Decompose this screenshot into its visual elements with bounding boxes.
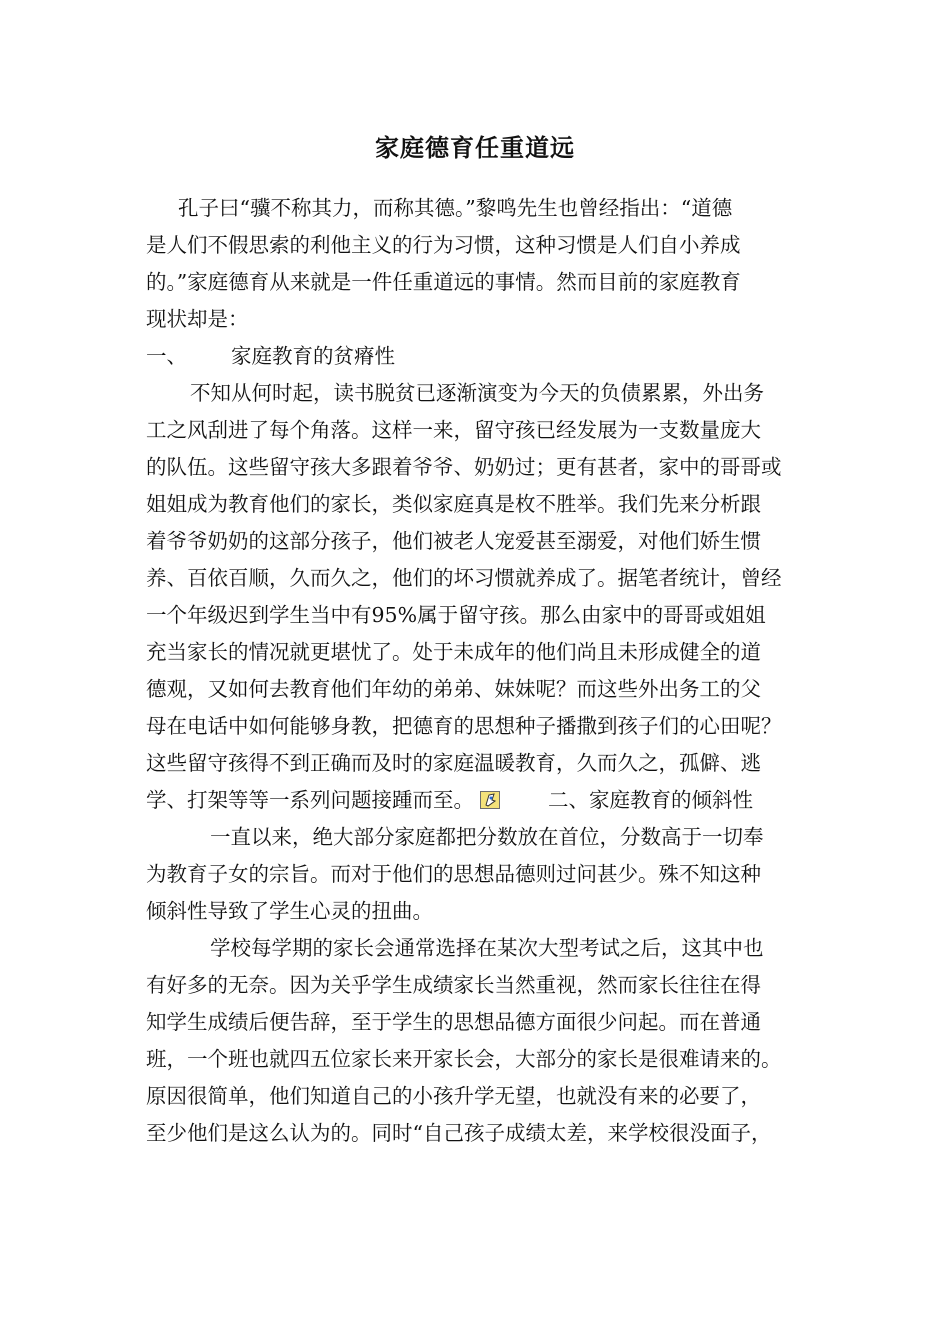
- paragraph-line: 母在电话中如何能够身教，把德育的思想种子播撒到孩子们的心田呢？: [146, 714, 782, 738]
- section-number: 一、: [146, 344, 187, 368]
- section-title: 家庭教育的贫瘠性: [231, 344, 395, 368]
- paragraph-line: 孔子曰“骥不称其力，而称其德。”黎鸣先生也曾经指出：“道德: [178, 196, 733, 220]
- paragraph-line: 原因很简单，他们知道自己的小孩升学无望，也就没有来的必要了，: [146, 1084, 761, 1108]
- paragraph-line: 现状却是：: [146, 307, 249, 331]
- document-title: 家庭德育任重道远: [375, 133, 575, 162]
- paragraph-line: 一个年级迟到学生当中有95%属于留守孩。那么由家中的哥哥或姐姐: [146, 603, 766, 627]
- document-link-icon[interactable]: [480, 786, 500, 804]
- paragraph-text: 学、打架等等一系列问题接踵而至。: [146, 788, 474, 812]
- paragraph-line: 学校每学期的家长会通常选择在某次大型考试之后，这其中也: [210, 936, 764, 960]
- paragraph-line: 一直以来，绝大部分家庭都把分数放在首位，分数高于一切奉: [210, 825, 764, 849]
- paragraph-line: 至少他们是这么认为的。同时“自己孩子成绩太差，来学校很没面子，: [146, 1121, 772, 1145]
- section-heading-1: [146, 340, 395, 372]
- paragraph-line: 姐姐成为教育他们的家长，类似家庭真是枚不胜举。我们先来分析跟: [146, 492, 761, 516]
- paragraph-line: 着爷爷奶奶的这部分孩子，他们被老人宠爱甚至溺爱，对他们娇生惯: [146, 529, 761, 553]
- paragraph-line: 充当家长的情况就更堪忧了。处于未成年的他们尚且未形成健全的道: [146, 640, 761, 664]
- paragraph-line: 是人们不假思索的利他主义的行为习惯，这种习惯是人们自小养成: [146, 233, 741, 257]
- paragraph-line-with-icon: [146, 784, 753, 816]
- paragraph-line: 的。”家庭德育从来就是一件任重道远的事情。然而目前的家庭教育: [146, 270, 741, 294]
- paragraph-line: 倾斜性导致了学生心灵的扭曲。: [146, 899, 433, 923]
- paragraph-line: 为教育子女的宗旨。而对于他们的思想品德则过问甚少。殊不知这种: [146, 862, 761, 886]
- paragraph-line: 班，一个班也就四五位家长来开家长会，大部分的家长是很难请来的。: [146, 1047, 782, 1071]
- paragraph-line: 这些留守孩得不到正确而及时的家庭温暖教育，久而久之，孤僻、逃: [146, 751, 761, 775]
- paragraph-line: 不知从何时起，读书脱贫已逐渐演变为今天的负债累累，外出务: [190, 381, 764, 405]
- paragraph-line: 德观，又如何去教育他们年幼的弟弟、妹妹呢？而这些外出务工的父: [146, 677, 761, 701]
- paragraph-line: 工之风刮进了每个角落。这样一来，留守孩已经发展为一支数量庞大: [146, 418, 761, 442]
- section-heading-2: 二、家庭教育的倾斜性: [548, 788, 753, 812]
- paragraph-line: 有好多的无奈。因为关乎学生成绩家长当然重视，然而家长往往在得: [146, 973, 761, 997]
- paragraph-line: 的队伍。这些留守孩大多跟着爷爷、奶奶过；更有甚者，家中的哥哥或: [146, 455, 782, 479]
- paragraph-line: 养、百依百顺，久而久之，他们的坏习惯就养成了。据笔者统计，曾经: [146, 566, 782, 590]
- paragraph-line: 知学生成绩后便告辞，至于学生的思想品德方面很少问起。而在普通: [146, 1010, 761, 1034]
